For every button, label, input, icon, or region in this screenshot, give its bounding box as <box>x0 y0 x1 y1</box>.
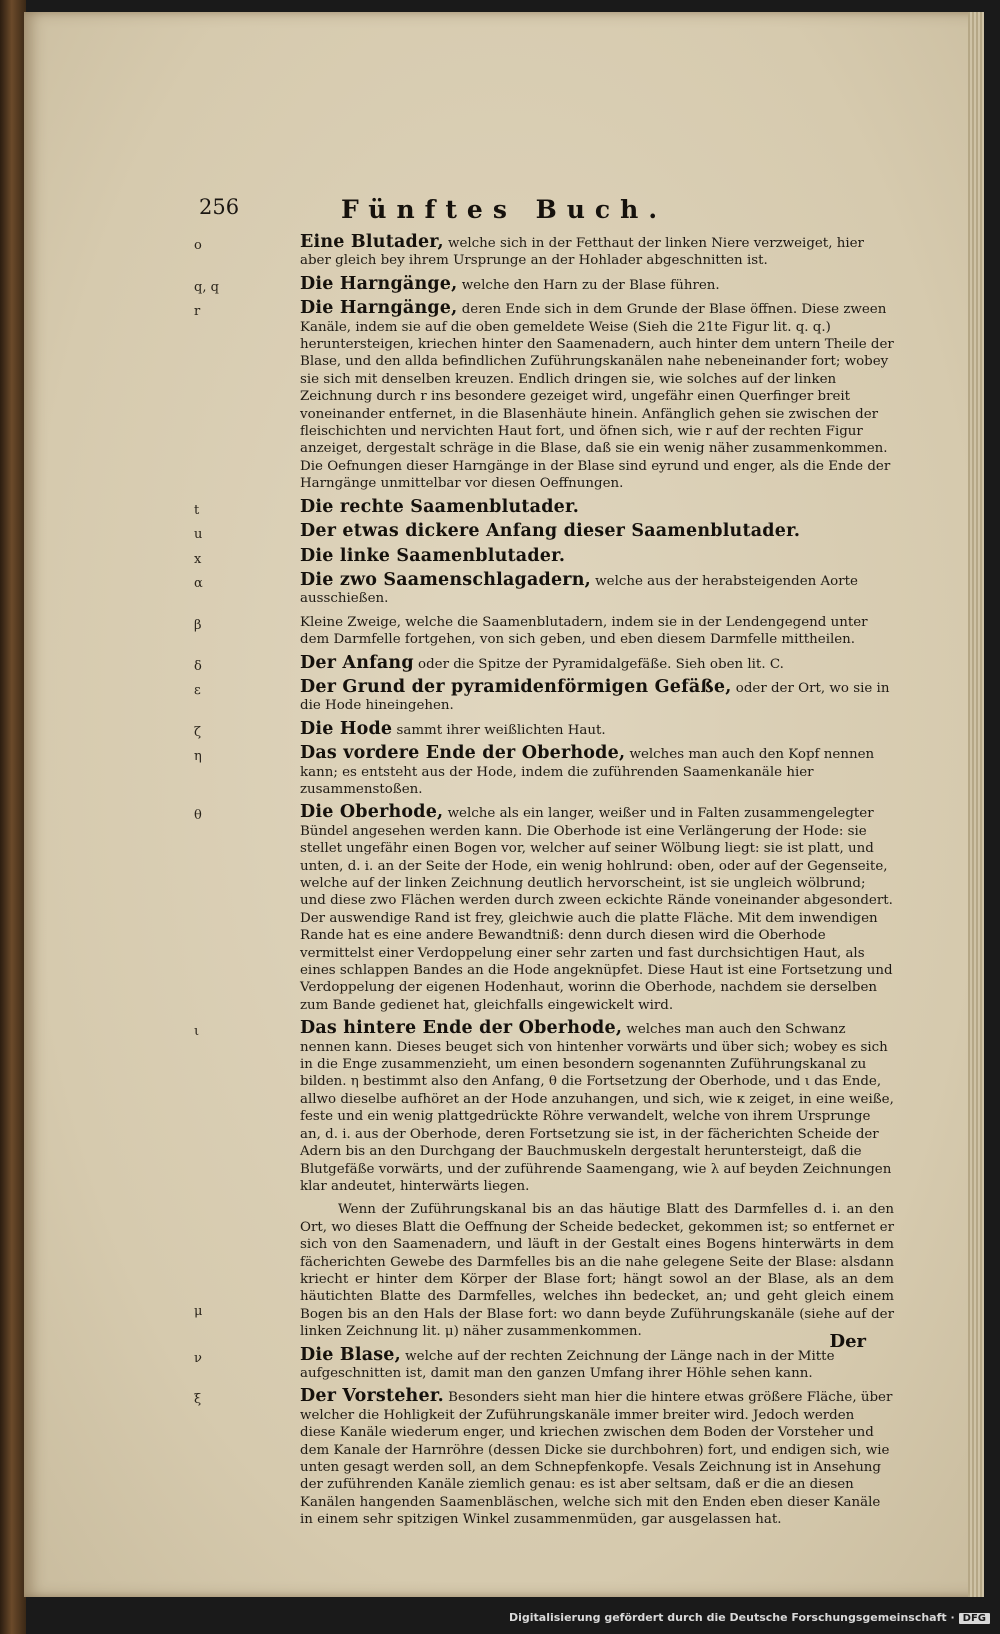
entry-text: deren Ende sich in dem Grunde der Blase öffnen. Diese zween Kanäle, indem sie auf die oben gemeldete Weise (Sieh die 21te Figur lit. q. q.) heruntersteigen, kriechen hinter den Saamenadern, auch hinter dem untern Theile der Blase, und den allda befindlichen Zuführungskanälen nahe nebeneinander fort; wobey sie sich mit denselben kreuzen. Endlich dringen sie, wie solches auf der linken Zeichnung durch r ins besondere gezeiget wird, ungefähr einen Querfinger breit voneinander entfernet, in die Blasenhäute hinein. Anfänglich gehen sie zwischen der fleischichten und nervichten Haut fort, und öfnen sich, wie r auf der rechten Figur anzeiget, dergestalt schräge in die Blase, daß sie ein wenig näher zusammenkommen. Die Oefnungen dieser Harngänge in der Blase sind eyrund und enger, als die Ende der Harngänge unmittelbar vor diesen Oeffnungen. <box>300 302 894 492</box>
entry-heading: Die zwo Saamenschlagadern, <box>300 569 591 590</box>
figure-letter: μ <box>194 1304 203 1320</box>
page-header <box>24 195 984 225</box>
figure-letter: u <box>194 527 203 543</box>
figure-letter: ξ <box>194 1392 202 1408</box>
figure-letter: x <box>194 551 202 567</box>
legend-entry <box>194 496 894 518</box>
entry-text: welche sich in der Fetthaut der linken Niere verzweiget, hier aber gleich bey ihrem Ursprunge an der Hohlader abgeschnitten ist. <box>300 236 864 269</box>
entry-heading: Die Oberhode, <box>300 802 444 823</box>
credit-text: Digitalisierung gefördert durch die Deutsche Forschungsgemeinschaft · <box>508 1611 955 1624</box>
entry-heading: Die Blase, <box>300 1344 401 1365</box>
legend-entry <box>194 1201 894 1340</box>
page-edges <box>968 12 984 1597</box>
entry-heading: Der Vorsteher. <box>300 1386 444 1407</box>
figure-letter: θ <box>194 808 202 824</box>
running-title: Fünftes Buch. <box>340 195 668 224</box>
figure-letter: δ <box>194 658 202 674</box>
legend-entry <box>194 234 894 270</box>
legend-entry <box>194 1020 894 1195</box>
entry-heading: Der Grund der pyramidenförmigen Gefäße, <box>300 676 732 697</box>
entry-text: welches man auch den Kopf nennen kann; es entsteht aus der Hode, indem die zuführenden Saamenkanäle hier zusammenstoßen. <box>300 747 875 797</box>
legend-entry <box>194 676 894 715</box>
legend-entry <box>194 545 894 567</box>
legend-entry <box>194 300 894 492</box>
legend-entry <box>194 1388 894 1528</box>
legend-entry <box>194 614 894 649</box>
entry-text: oder die Spitze der Pyramidalgefäße. Sieh oben lit. C. <box>413 656 784 672</box>
entry-heading: Die Hode <box>300 718 393 739</box>
entry-heading: Das vordere Ende der Oberhode, <box>300 743 626 764</box>
digitization-credit <box>509 1611 990 1624</box>
entry-text: Kleine Zweige, welche die Saamenblutadern, indem sie in der Lendengegend unter dem Darmfelle fortgehen, von sich geben, und eben diesem Darmfelle mittheilen. <box>300 614 868 648</box>
figure-letter: η <box>194 749 202 765</box>
page-number: 256 <box>199 195 240 219</box>
figure-letter: ε <box>194 682 201 698</box>
figure-letter: β <box>194 617 202 633</box>
entry-heading: Eine Blutader, <box>300 232 444 252</box>
figure-letter: r <box>194 304 201 320</box>
dfg-logo: DFG <box>959 1613 990 1624</box>
entry-heading: Die linke Saamenblutader. <box>300 545 566 566</box>
catchword: Der <box>829 1331 866 1352</box>
legend-entry <box>194 745 894 798</box>
entry-heading: Der etwas dickere Anfang dieser Saamenblutader. <box>300 521 801 542</box>
entry-text: welche auf der rechten Zeichnung der Länge nach in der Mitte aufgeschnitten ist, damit man den ganzen Umfang ihrer Höhle sehen kann. <box>300 1348 835 1381</box>
entry-heading: Der Anfang <box>300 652 414 673</box>
entry-heading: Die Harngänge, <box>300 298 458 319</box>
figure-letter: ν <box>194 1350 202 1366</box>
entry-text: welche als ein langer, weißer und in Falten zusammengelegter Bündel angesehen werden kann. Die Oberhode ist eine Verlängerung der Hode: sie stellet ungefähr einen Bogen vor, welcher auf seiner Wölbung liegt: sie ist platt, und unten, d. i. an der Seite der Hode, ein wenig hohlrund: oben, oder auf der Gegenseite, welche auf der linken Zeichnung deutlich hervorscheint, ist sie ungleich wölbrund; und diese zwo Flächen werden durch zween eckichte Rände voneinander abgesondert. Der auswendige Rand ist frey, gleichwie auch die platte Fläche. Mit dem inwendigen Rande hat es eine andere Bewandtniß: denn durch diesen wird die Oberhode vermittelst einer Verdoppelung einer sehr zarten und fast durchsichtigen Haut, als eines schlappen Bandes an die Hode angeknüpfet. Diese Haut ist eine Fortsetzung und Verdoppelung der eigenen Hodenhaut, worinn die Oberhode, nachdem sie derselben zum Bande gedienet hat, gleichfalls eingewickelt wird. <box>300 806 893 1013</box>
legend-entry <box>194 718 894 740</box>
entry-text: welche aus der herabsteigenden Aorte ausschießen. <box>300 573 858 607</box>
entry-text: Wenn der Zuführungskanal bis an das häutige Blatt des Darmfelles d. i. an den Ort, wo dieses Blatt die Oeffnung der Scheide bedecket, gekommen ist; so entfernet er sich von den Saamenadern, und läuft in der Gestalt eines Bogens hinterwärts in dem fächerichten Gewebe des Darmfelles bis an die nahe gelegene Seite der Blase: alsdann kriecht er hinter dem Körper der Blase fort; hängt sowol an der Blase, als an dem häutichten Blatte des Darmfelles, welches ihn bedecket, an; und geht gleich einem Bogen bis an den Hals der Blase fort: wo dann beyde Zuführungskanäle (siehe auf der linken Zeichnung lit. μ) näher zusammenkommen. <box>300 1202 894 1340</box>
entry-text: oder der Ort, wo sie in die Hode hineingehen. <box>300 680 890 714</box>
entry-heading: Die rechte Saamenblutader. <box>300 496 580 517</box>
figure-letter: ι <box>194 1024 200 1040</box>
figure-letter: α <box>194 575 203 591</box>
legend-entry <box>194 652 894 674</box>
legend-entry <box>194 1344 894 1383</box>
book-spine <box>0 0 26 1634</box>
entry-text: welche den Harn zu der Blase führen. <box>457 277 720 293</box>
figure-letter: q, q <box>194 279 219 295</box>
figure-letter: t <box>194 502 200 518</box>
legend-entry <box>194 804 894 1014</box>
legend-entry <box>194 273 894 295</box>
entry-heading: Die Harngänge, <box>300 273 458 294</box>
entry-text: welches man auch den Schwanz nennen kann. Dieses beuget sich von hintenher vorwärts und über sich; wobey es sich in die Enge zusammenzieht, um einen besondern sogenannten Zuführungskanal zu bilden. η bestimmt also den Anfang, θ die Fortsetzung der Oberhode, und ι das Ende, allwo dieselbe aufhöret an der Hode anzuhangen, und sich, wie κ zeiget, in eine weiße, feste und ein wenig plattgedrückte Röhre verwandelt, welche von ihrem Ursprunge an, d. i. aus der Oberhode, deren Fortsetzung sie ist, in der fächerichten Scheide der Adern bis an den Durchgang der Bauchmuskeln dergestalt heruntersteigt, daß die Blutgefäße vorwärts, und der zuführende Saamengang, wie λ auf beyden Zeichnungen klar andeutet, hinterwärts liegen. <box>300 1022 894 1194</box>
figure-letter: ζ <box>194 724 202 740</box>
legend-entry <box>194 569 894 608</box>
legend-entry <box>194 523 894 541</box>
entry-heading: Das hintere Ende der Oberhode, <box>300 1018 623 1039</box>
main-text <box>194 234 894 1535</box>
figure-letter: o <box>194 238 202 253</box>
entry-text: Besonders sieht man hier die hintere etwas größere Fläche, über welcher die Hohligkeit der Zuführungskanäle immer breiter wird. Jedoch werden diese Kanäle wiederum enger, und kriechen zwischen dem Boden der Vorsteher und dem Kanale der Harnröhre (dessen Dicke sie durchbohren) fort, und endigen sich, wie unten gesagt werden soll, an dem Schnepfenkopfe. Vesals Zeichnung ist in Ansehung der zuführenden Kanäle ziemlich genau: es ist aber seltsam, daß er die an diesen Kanälen hangenden Saamenbläschen, welche sich mit den Enden eben dieser Kanäle in einem sehr spitzigen Winkel zusammenmüden, gar ausgelassen hat. <box>300 1390 893 1528</box>
book-page <box>24 12 984 1597</box>
entry-text: sammt ihrer weißlichten Haut. <box>392 722 606 738</box>
